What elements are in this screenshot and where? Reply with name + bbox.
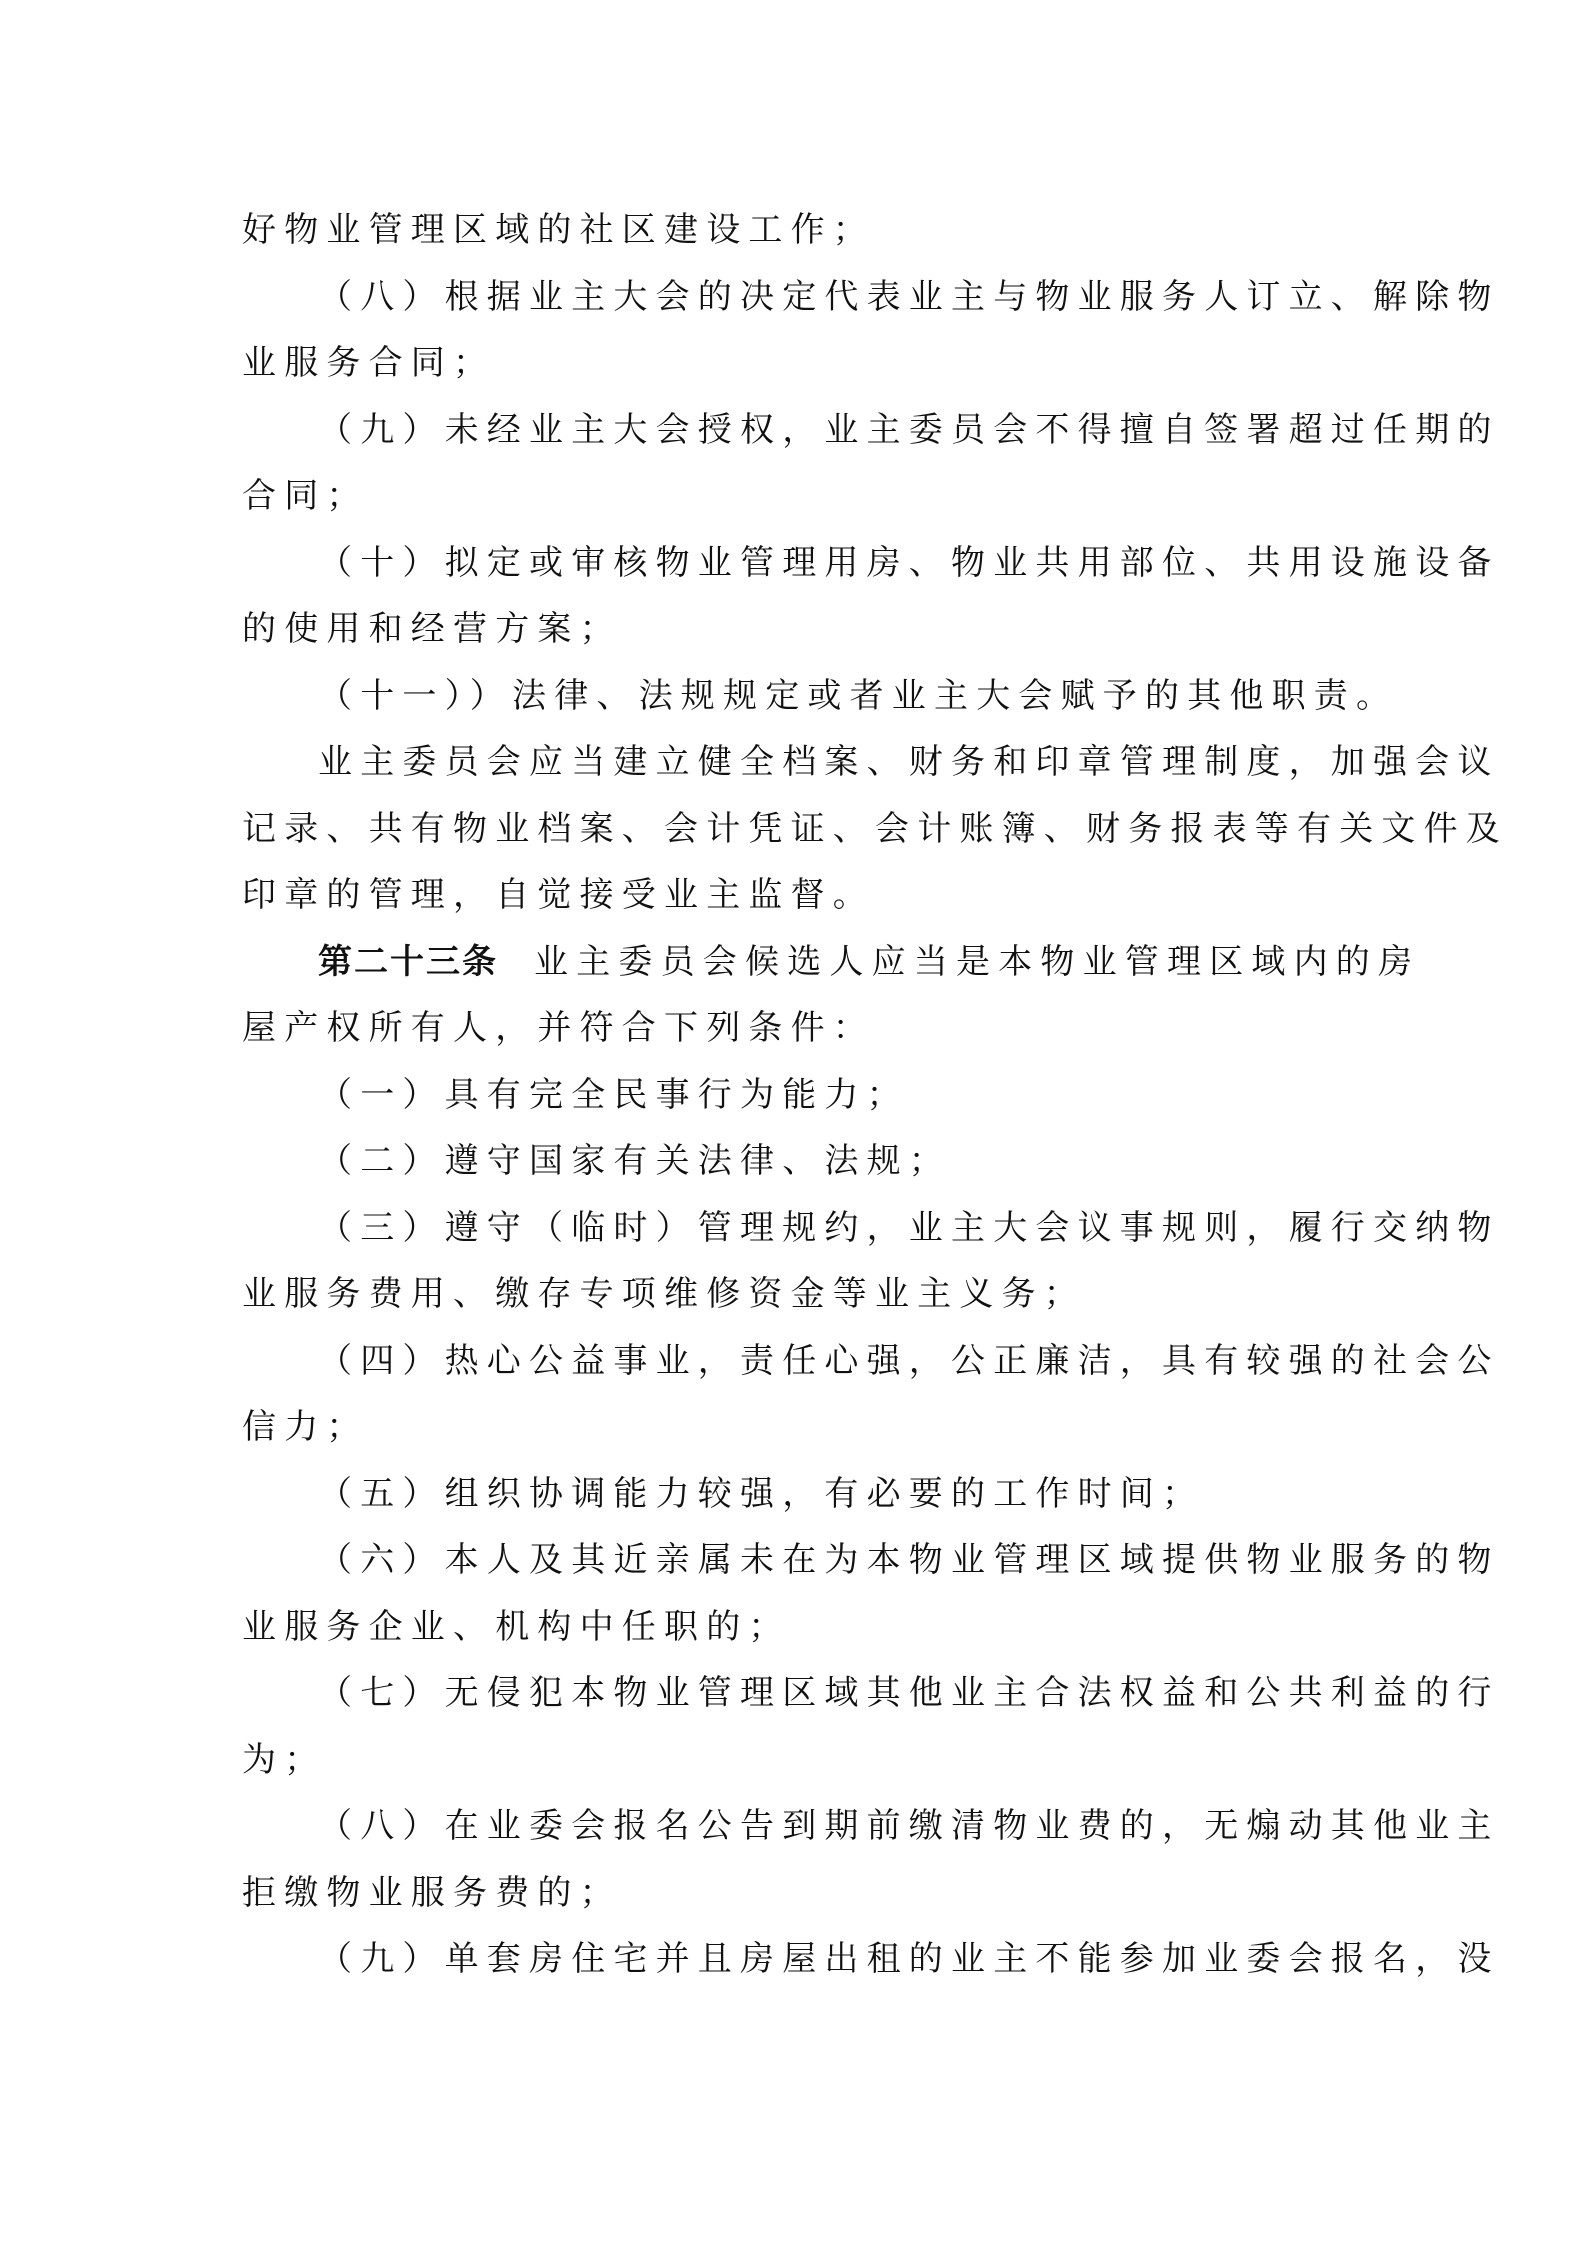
line-text: 记录、共有物业档案、会计凭证、会计账簿、财务报表等有关文件及 bbox=[242, 808, 1508, 849]
line-text: 业主委员会应当建立健全档案、财务和印章管理制度，加强会议 bbox=[318, 742, 1500, 782]
line-text: 屋产权所有人，并符合下列条件： bbox=[242, 1008, 875, 1048]
text-line bbox=[242, 1062, 1354, 1129]
line-text: 好物业管理区域的社区建设工作； bbox=[242, 210, 875, 250]
text-line bbox=[242, 463, 1354, 530]
text-line bbox=[242, 1727, 1354, 1794]
line-text: （二）遵守国家有关法律、法规； bbox=[318, 1141, 951, 1181]
line-text: （七）无侵犯本物业管理区域其他业主合法权益和公共利益的行 bbox=[318, 1673, 1500, 1713]
text-line bbox=[242, 1128, 1354, 1195]
text-line bbox=[242, 1394, 1354, 1461]
line-text: （八）根据业主大会的决定代表业主与物业服务人订立、解除物 bbox=[318, 276, 1500, 317]
document-body bbox=[242, 197, 1508, 1993]
text-line bbox=[242, 1793, 1500, 1860]
line-text: 合同； bbox=[242, 476, 369, 516]
line-text: 业服务合同； bbox=[242, 343, 496, 383]
line-text: （九）单套房住宅并且房屋出租的业主不能参加业委会报名，没 bbox=[318, 1939, 1500, 1979]
text-line bbox=[242, 1328, 1500, 1395]
text-line bbox=[242, 1860, 1354, 1927]
text-line bbox=[242, 596, 1354, 663]
text-line bbox=[242, 663, 1399, 730]
text-line bbox=[242, 796, 1508, 863]
text-line bbox=[242, 1594, 1354, 1661]
line-text: （九）未经业主大会授权，业主委员会不得擅自签署超过任期的 bbox=[318, 409, 1500, 450]
line-text: （一）具有完全民事行为能力； bbox=[318, 1074, 909, 1115]
text-line bbox=[242, 397, 1500, 464]
line-text: （十一））法律、法规规定或者业主大会赋予的其他职责。 bbox=[318, 675, 1399, 716]
line-text: 为； bbox=[242, 1739, 327, 1780]
article-heading-line bbox=[242, 929, 1421, 996]
text-line bbox=[242, 1461, 1354, 1528]
article-number: 第二十三条 bbox=[318, 941, 498, 982]
line-text: 业主委员会候选人应当是本物业管理区域内的房 bbox=[534, 941, 1421, 982]
line-text: （五）组织协调能力较强，有必要的工作时间； bbox=[318, 1473, 1205, 1514]
line-text: （六）本人及其近亲属未在为本物业管理区域提供物业服务的物 bbox=[318, 1540, 1500, 1580]
line-text: 拒缴物业服务费的； bbox=[242, 1872, 622, 1913]
text-line bbox=[242, 1261, 1354, 1328]
text-line bbox=[242, 264, 1500, 331]
text-line bbox=[242, 995, 1354, 1062]
line-text: 业服务企业、机构中任职的； bbox=[242, 1606, 791, 1647]
line-text: （三）遵守（临时）管理规约，业主大会议事规则，履行交纳物 bbox=[318, 1207, 1500, 1248]
text-line bbox=[242, 1660, 1500, 1727]
text-line bbox=[242, 530, 1500, 597]
text-line bbox=[242, 1195, 1500, 1262]
text-line bbox=[242, 862, 1354, 929]
text-line bbox=[242, 1926, 1500, 1993]
line-text: 信力； bbox=[242, 1407, 369, 1447]
line-text: （十）拟定或审核物业管理用房、物业共用部位、共用设施设备 bbox=[318, 542, 1500, 583]
line-text: 业服务费用、缴存专项维修资金等业主义务； bbox=[242, 1274, 1086, 1314]
text-line bbox=[242, 197, 1354, 264]
text-line bbox=[242, 1527, 1500, 1594]
text-line bbox=[242, 729, 1500, 796]
line-text: 印章的管理，自觉接受业主监督。 bbox=[242, 875, 875, 915]
line-text: （八）在业委会报名公告到期前缴清物业费的，无煽动其他业主 bbox=[318, 1806, 1500, 1846]
text-line bbox=[242, 330, 1354, 397]
line-text: （四）热心公益事业，责任心强，公正廉洁，具有较强的社会公 bbox=[318, 1340, 1500, 1381]
line-text: 的使用和经营方案； bbox=[242, 609, 622, 649]
